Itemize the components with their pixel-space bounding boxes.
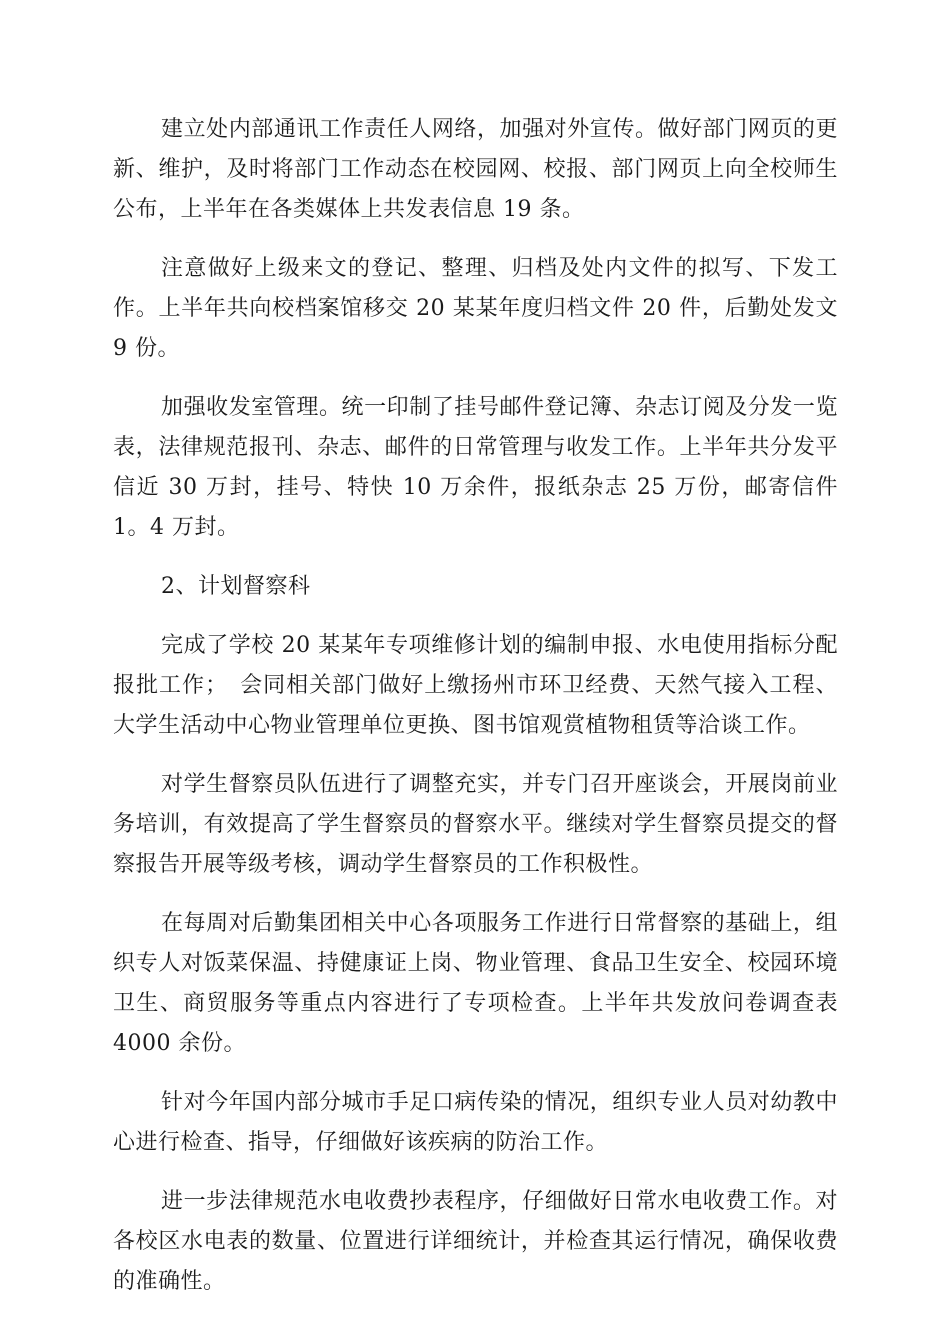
- paragraph-maintenance-plan: 完成了学校 20 某某年专项维修计划的编制申报、水电使用指标分配报批工作； 会同相关部门做好上缴扬州市环卫经费、天然气接入工程、大学生活动中心物业管理单位更换、图书馆观赏植物租赁等洽谈工作。: [113, 633, 838, 738]
- paragraph-inspections: 在每周对后勤集团相关中心各项服务工作进行日常督察的基础上，组织专人对饭菜保温、持健康证上岗、物业管理、食品卫生安全、校园环境卫生、商贸服务等重点内容进行了专项检查。上半年共发放问卷调查表 4000 余份。: [113, 911, 838, 1056]
- paragraph-publicity: 建立处内部通讯工作责任人网络，加强对外宣传。做好部门网页的更新、维护，及时将部门工作动态在校园网、校报、部门网页上向全校师生公布，上半年在各类媒体上共发表信息 19 条。: [113, 117, 838, 222]
- paragraph-disease-prevention: 针对今年国内部分城市手足口病传染的情况，组织专业人员对幼教中心进行检查、指导，仔细做好该疾病的防治工作。: [113, 1090, 838, 1155]
- document-body: [113, 110, 838, 1321]
- paragraph-utility-billing: 进一步法律规范水电收费抄表程序，仔细做好日常水电收费工作。对各校区水电表的数量、位置进行详细统计，并检查其运行情况，确保收费的准确性。: [113, 1189, 838, 1294]
- paragraph-document-filing: 注意做好上级来文的登记、整理、归档及处内文件的拟写、下发工作。上半年共向校档案馆移交 20 某某年度归档文件 20 件，后勤处发文 9 份。: [113, 256, 838, 361]
- paragraph-student-supervisors: 对学生督察员队伍进行了调整充实，并专门召开座谈会，开展岗前业务培训，有效提高了学生督察员的督察水平。继续对学生督察员提交的督察报告开展等级考核，调动学生督察员的工作积极性。: [113, 772, 838, 877]
- section-heading-planning-supervision: 2、计划督察科: [161, 574, 311, 599]
- paragraph-mailroom: 加强收发室管理。统一印制了挂号邮件登记簿、杂志订阅及分发一览表，法律规范报刊、杂志、邮件的日常管理与收发工作。上半年共分发平信近 30 万封，挂号、特快 10 万余件，报纸杂志 25 万份，邮寄信件 1。4 万封。: [113, 395, 838, 540]
